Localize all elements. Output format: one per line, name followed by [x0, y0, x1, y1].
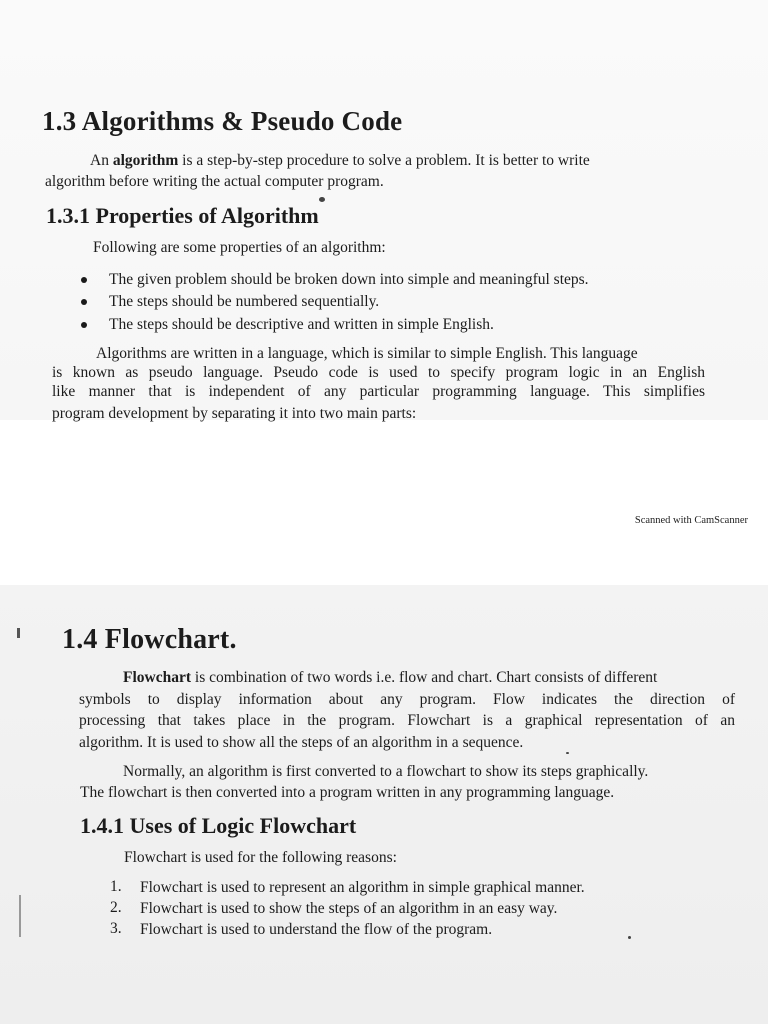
blank-region [0, 420, 768, 585]
paragraph-line: Algorithms are written in a language, which is similar to simple English. This language [96, 345, 638, 362]
properties-lead: Following are some properties of an algorithm: [93, 239, 386, 256]
paragraph-line: The flowchart is then converted into a program written in any programming language. [80, 784, 615, 801]
bullet-dot [81, 322, 87, 328]
scan-artifact-speck [319, 197, 325, 202]
list-item: Flowchart is used to represent an algorithm in simple graphical manner. [140, 879, 585, 896]
intro-line-1 [90, 151, 714, 171]
bullet-dot [81, 299, 87, 305]
section-heading-1-3-1: 1.3.1 Properties of Algorithm [46, 203, 319, 228]
uses-lead: Flowchart is used for the following reasons: [124, 849, 397, 866]
paragraph-text: is combination of two words i.e. flow and chart. Chart consists of different [191, 669, 658, 686]
intro-bold-term: algorithm [112, 152, 179, 169]
paragraph-line: program development by separating it into two main parts: [52, 405, 417, 422]
intro-text-after: is a step-by-step procedure to solve a problem. It is better to write [178, 152, 590, 169]
paragraph-line: is known as pseudo language. Pseudo code is used to specify program logic in an English [52, 364, 705, 381]
list-number: 1. [110, 878, 122, 895]
scan-artifact-speck [566, 752, 569, 754]
section-heading-1-3: 1.3 Algorithms & Pseudo Code [42, 106, 403, 136]
section-heading-1-4: 1.4 Flowchart. [62, 624, 237, 655]
paragraph-line: processing that takes place in the program. Flowchart is a graphical representation of an [79, 712, 735, 729]
bullet-item: The steps should be descriptive and written in simple English. [109, 316, 494, 333]
scan-artifact-speck [628, 936, 631, 939]
bullet-item: The given problem should be broken down into simple and meaningful steps. [109, 271, 589, 288]
flowchart-bold-term: Flowchart [123, 669, 192, 686]
list-number: 2. [110, 899, 122, 916]
camscanner-watermark: Scanned with CamScanner [634, 515, 748, 526]
intro-line-2: algorithm before writing the actual computer program. [45, 173, 384, 190]
list-item: Flowchart is used to understand the flow of the program. [140, 921, 493, 938]
list-item: Flowchart is used to show the steps of an algorithm in an easy way. [140, 900, 558, 917]
intro-text-before: An [90, 152, 113, 169]
paragraph-line: like manner that is independent of any particular programming language. This simplifies [52, 383, 705, 400]
scan-artifact-mark [19, 895, 21, 937]
paragraph-line: symbols to display information about any program. Flow indicates the direction of [79, 691, 735, 708]
section-heading-1-4-1: 1.4.1 Uses of Logic Flowchart [80, 813, 357, 838]
bullet-item: The steps should be numbered sequentially. [109, 293, 380, 310]
scan-artifact-mark [17, 628, 20, 638]
paragraph-line [123, 668, 735, 688]
paragraph-line: algorithm. It is used to show all the steps of an algorithm in a sequence. [79, 734, 524, 751]
bullet-dot [81, 277, 87, 283]
paragraph-line: Normally, an algorithm is first converted to a flowchart to show its steps graphically. [123, 763, 649, 780]
list-number: 3. [110, 920, 122, 937]
